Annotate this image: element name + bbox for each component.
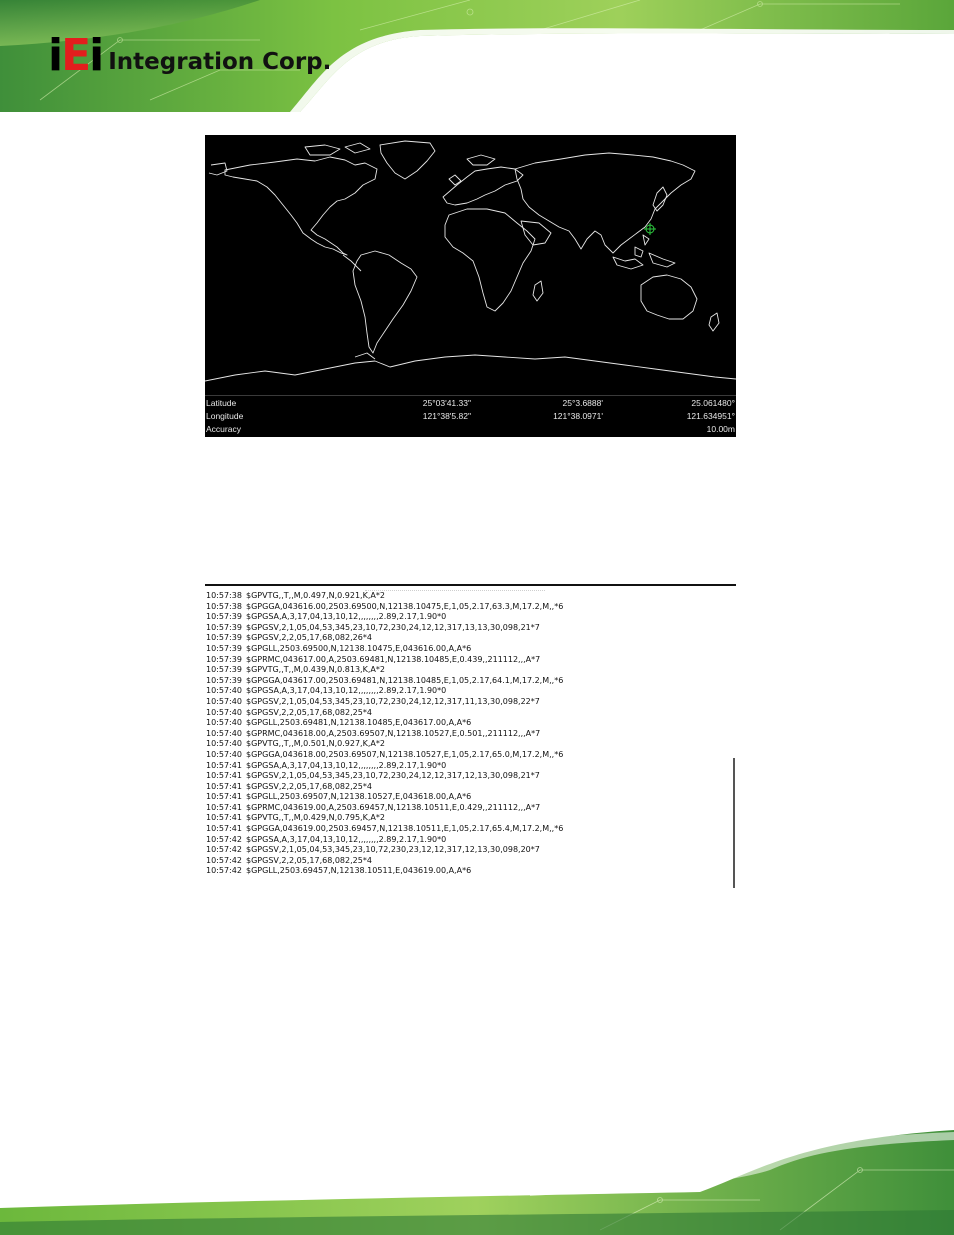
- continent-north-america: [225, 157, 377, 255]
- coord-dd: 25.061480°: [691, 398, 735, 408]
- log-timestamp: 10:57:41: [206, 813, 242, 823]
- log-line: [206, 803, 726, 814]
- log-timestamp: 10:57:39: [206, 654, 242, 664]
- log-line: [206, 750, 726, 761]
- log-timestamp: 10:57:40: [206, 686, 242, 696]
- log-line: [206, 845, 726, 856]
- log-timestamp: 10:57:40: [206, 728, 242, 738]
- coord-dd: 10.00m: [706, 424, 735, 434]
- log-message: $GPGGA,043617.00,2503.69481,N,12138.10485,E,1,05,2.17,64.1,M,17.2,M,,*6: [246, 675, 564, 685]
- log-timestamp: 10:57:38: [206, 591, 242, 600]
- continent-south-america: [353, 251, 417, 353]
- log-line: [206, 782, 726, 793]
- log-timestamp: 10:57:39: [206, 643, 242, 653]
- log-message: $GPGSV,2,2,05,17,68,082,25*4: [246, 707, 372, 717]
- log-message: $GPGGA,043618.00,2503.69507,N,12138.10527,E,1,05,2.17,65.0,M,17.2,M,,*6: [246, 749, 564, 759]
- log-timestamp: 10:57:42: [206, 855, 242, 865]
- log-message: $GPGLL,2503.69457,N,12138.10511,E,043619.00,A,A*6: [246, 866, 472, 876]
- nmea-log-panel[interactable]: [205, 584, 736, 889]
- log-line: [206, 623, 726, 634]
- continent-europe: [443, 167, 523, 205]
- log-line: [206, 644, 726, 655]
- log-message: $GPVTG,,T,,M,0.501,N,0.927,K,A*2: [246, 739, 385, 749]
- coord-dms: 25°03'41.33": [422, 398, 471, 408]
- log-timestamp: 10:57:40: [206, 749, 242, 759]
- log-timestamp: 10:57:39: [206, 633, 242, 643]
- log-message: $GPGSA,A,3,17,04,13,10,12,,,,,,,,2.89,2.17,1.90*0: [246, 834, 447, 844]
- log-message: $GPGSA,A,3,17,04,13,10,12,,,,,,,,2.89,2.17,1.90*0: [246, 612, 447, 622]
- log-timestamp: 10:57:41: [206, 802, 242, 812]
- log-message: $GPGGA,043619.00,2503.69457,N,12138.10511,E,1,05,2.17,65.4,M,17.2,M,,*6: [246, 824, 564, 834]
- log-timestamp: 10:57:42: [206, 834, 242, 844]
- log-message: $GPGSV,2,1,05,04,53,345,23,10,72,230,24,12,12,317,13,13,30,098,21*7: [246, 622, 540, 632]
- log-line: [206, 655, 726, 666]
- continent-greenland: [380, 141, 435, 179]
- continent-australia: [641, 275, 697, 319]
- log-timestamp: 10:57:41: [206, 771, 242, 781]
- crosshair-icon: [644, 223, 656, 235]
- coord-row-latitude: [205, 397, 736, 410]
- footer-banner: [0, 1130, 954, 1235]
- log-timestamp: 10:57:42: [206, 866, 242, 876]
- log-message: $GPGSV,2,2,05,17,68,082,26*4: [246, 633, 372, 643]
- log-message: $GPGSV,2,1,05,04,53,345,23,10,72,230,24,12,12,317,11,13,30,098,22*7: [246, 696, 540, 706]
- log-line: [206, 856, 726, 867]
- log-message: $GPGSV,2,1,05,04,53,345,23,10,72,230,24,12,12,317,12,13,30,098,21*7: [246, 771, 540, 781]
- log-line: [206, 665, 726, 676]
- log-line: [206, 686, 726, 697]
- log-timestamp: 10:57:41: [206, 760, 242, 770]
- log-timestamp: 10:57:40: [206, 696, 242, 706]
- coord-dm: 25°3.6888': [562, 398, 603, 408]
- log-message: $GPGSA,A,3,17,04,13,10,12,,,,,,,,2.89,2.17,1.90*0: [246, 760, 447, 770]
- coord-dm: 121°38.0971': [553, 411, 603, 421]
- world-map[interactable]: [205, 135, 736, 395]
- log-line: [206, 792, 726, 803]
- log-timestamp: 10:57:40: [206, 718, 242, 728]
- map-divider: [205, 395, 736, 396]
- log-message: $GPGSV,2,1,05,04,53,345,23,10,72,230,23,12,12,317,12,13,30,098,20*7: [246, 845, 540, 855]
- log-line: [206, 729, 726, 740]
- log-timestamp: 10:57:39: [206, 675, 242, 685]
- log-list: [206, 591, 726, 877]
- log-timestamp: 10:57:39: [206, 612, 242, 622]
- log-line: [206, 676, 726, 687]
- log-scrollbar[interactable]: [733, 758, 735, 888]
- log-line: [206, 718, 726, 729]
- log-timestamp: 10:57:39: [206, 665, 242, 675]
- log-timestamp: 10:57:41: [206, 824, 242, 834]
- log-line: [206, 813, 726, 824]
- coord-dd: 121.634951°: [686, 411, 735, 421]
- log-line: [206, 591, 726, 602]
- coord-label: Accuracy: [206, 424, 241, 434]
- coord-label: Latitude: [206, 398, 237, 408]
- logo-mark: iEi: [48, 30, 103, 81]
- log-timestamp: 10:57:40: [206, 707, 242, 717]
- log-message: $GPRMC,043618.00,A,2503.69507,N,12138.10527,E,0.501,,211112,,,A*7: [246, 728, 541, 738]
- log-timestamp: 10:57:41: [206, 781, 242, 791]
- log-message: $GPGSV,2,2,05,17,68,082,25*4: [246, 855, 372, 865]
- logo-company-name: Integration Corp.: [108, 49, 332, 75]
- log-line: [206, 771, 726, 782]
- log-message: $GPGSA,A,3,17,04,13,10,12,,,,,,,,2.89,2.17,1.90*0: [246, 686, 447, 696]
- log-timestamp: 10:57:41: [206, 792, 242, 802]
- gps-map-panel: [205, 135, 736, 437]
- log-line: [206, 866, 726, 877]
- log-line: [206, 708, 726, 719]
- log-timestamp: 10:57:39: [206, 622, 242, 632]
- log-message: $GPVTG,,T,,M,0.429,N,0.795,K,A*2: [246, 813, 385, 823]
- footer-background: [0, 1130, 954, 1235]
- log-message: $GPGGA,043616.00,2503.69500,N,12138.10475,E,1,05,2.17,63.3,M,17.2,M,,*6: [246, 601, 564, 611]
- coordinate-readout: [205, 397, 736, 437]
- log-message: $GPVTG,,T,,M,0.439,N,0.813,K,A*2: [246, 665, 385, 675]
- coord-row-accuracy: [205, 423, 736, 436]
- coord-label: Longitude: [206, 411, 244, 421]
- log-message: $GPGSV,2,2,05,17,68,082,25*4: [246, 781, 372, 791]
- company-logo: [48, 28, 332, 81]
- log-message: $GPGLL,2503.69481,N,12138.10485,E,043617.00,A,A*6: [246, 718, 472, 728]
- log-line: [206, 761, 726, 772]
- log-timestamp: 10:57:42: [206, 845, 242, 855]
- log-line: [206, 602, 726, 613]
- log-line: [206, 612, 726, 623]
- log-line: [206, 633, 726, 644]
- log-message: $GPRMC,043617.00,A,2503.69481,N,12138.10485,E,0.439,,211112,,,A*7: [246, 654, 541, 664]
- continent-asia: [515, 153, 695, 253]
- log-line: [206, 824, 726, 835]
- log-message: $GPVTG,,T,,M,0.497,N,0.921,K,A*2: [246, 591, 385, 600]
- continent-antarctica: [205, 355, 736, 381]
- log-message: $GPGLL,2503.69507,N,12138.10527,E,043618.00,A,A*6: [246, 792, 472, 802]
- log-line: [206, 739, 726, 750]
- coord-row-longitude: [205, 410, 736, 423]
- log-message: $GPRMC,043619.00,A,2503.69457,N,12138.10511,E,0.429,,211112,,,A*7: [246, 802, 541, 812]
- header-banner: [0, 0, 954, 112]
- log-line: [206, 697, 726, 708]
- log-timestamp: 10:57:38: [206, 601, 242, 611]
- log-message: $GPGLL,2503.69500,N,12138.10475,E,043616.00,A,A*6: [246, 643, 472, 653]
- coord-dms: 121°38'5.82": [422, 411, 471, 421]
- log-timestamp: 10:57:40: [206, 739, 242, 749]
- log-line: [206, 835, 726, 846]
